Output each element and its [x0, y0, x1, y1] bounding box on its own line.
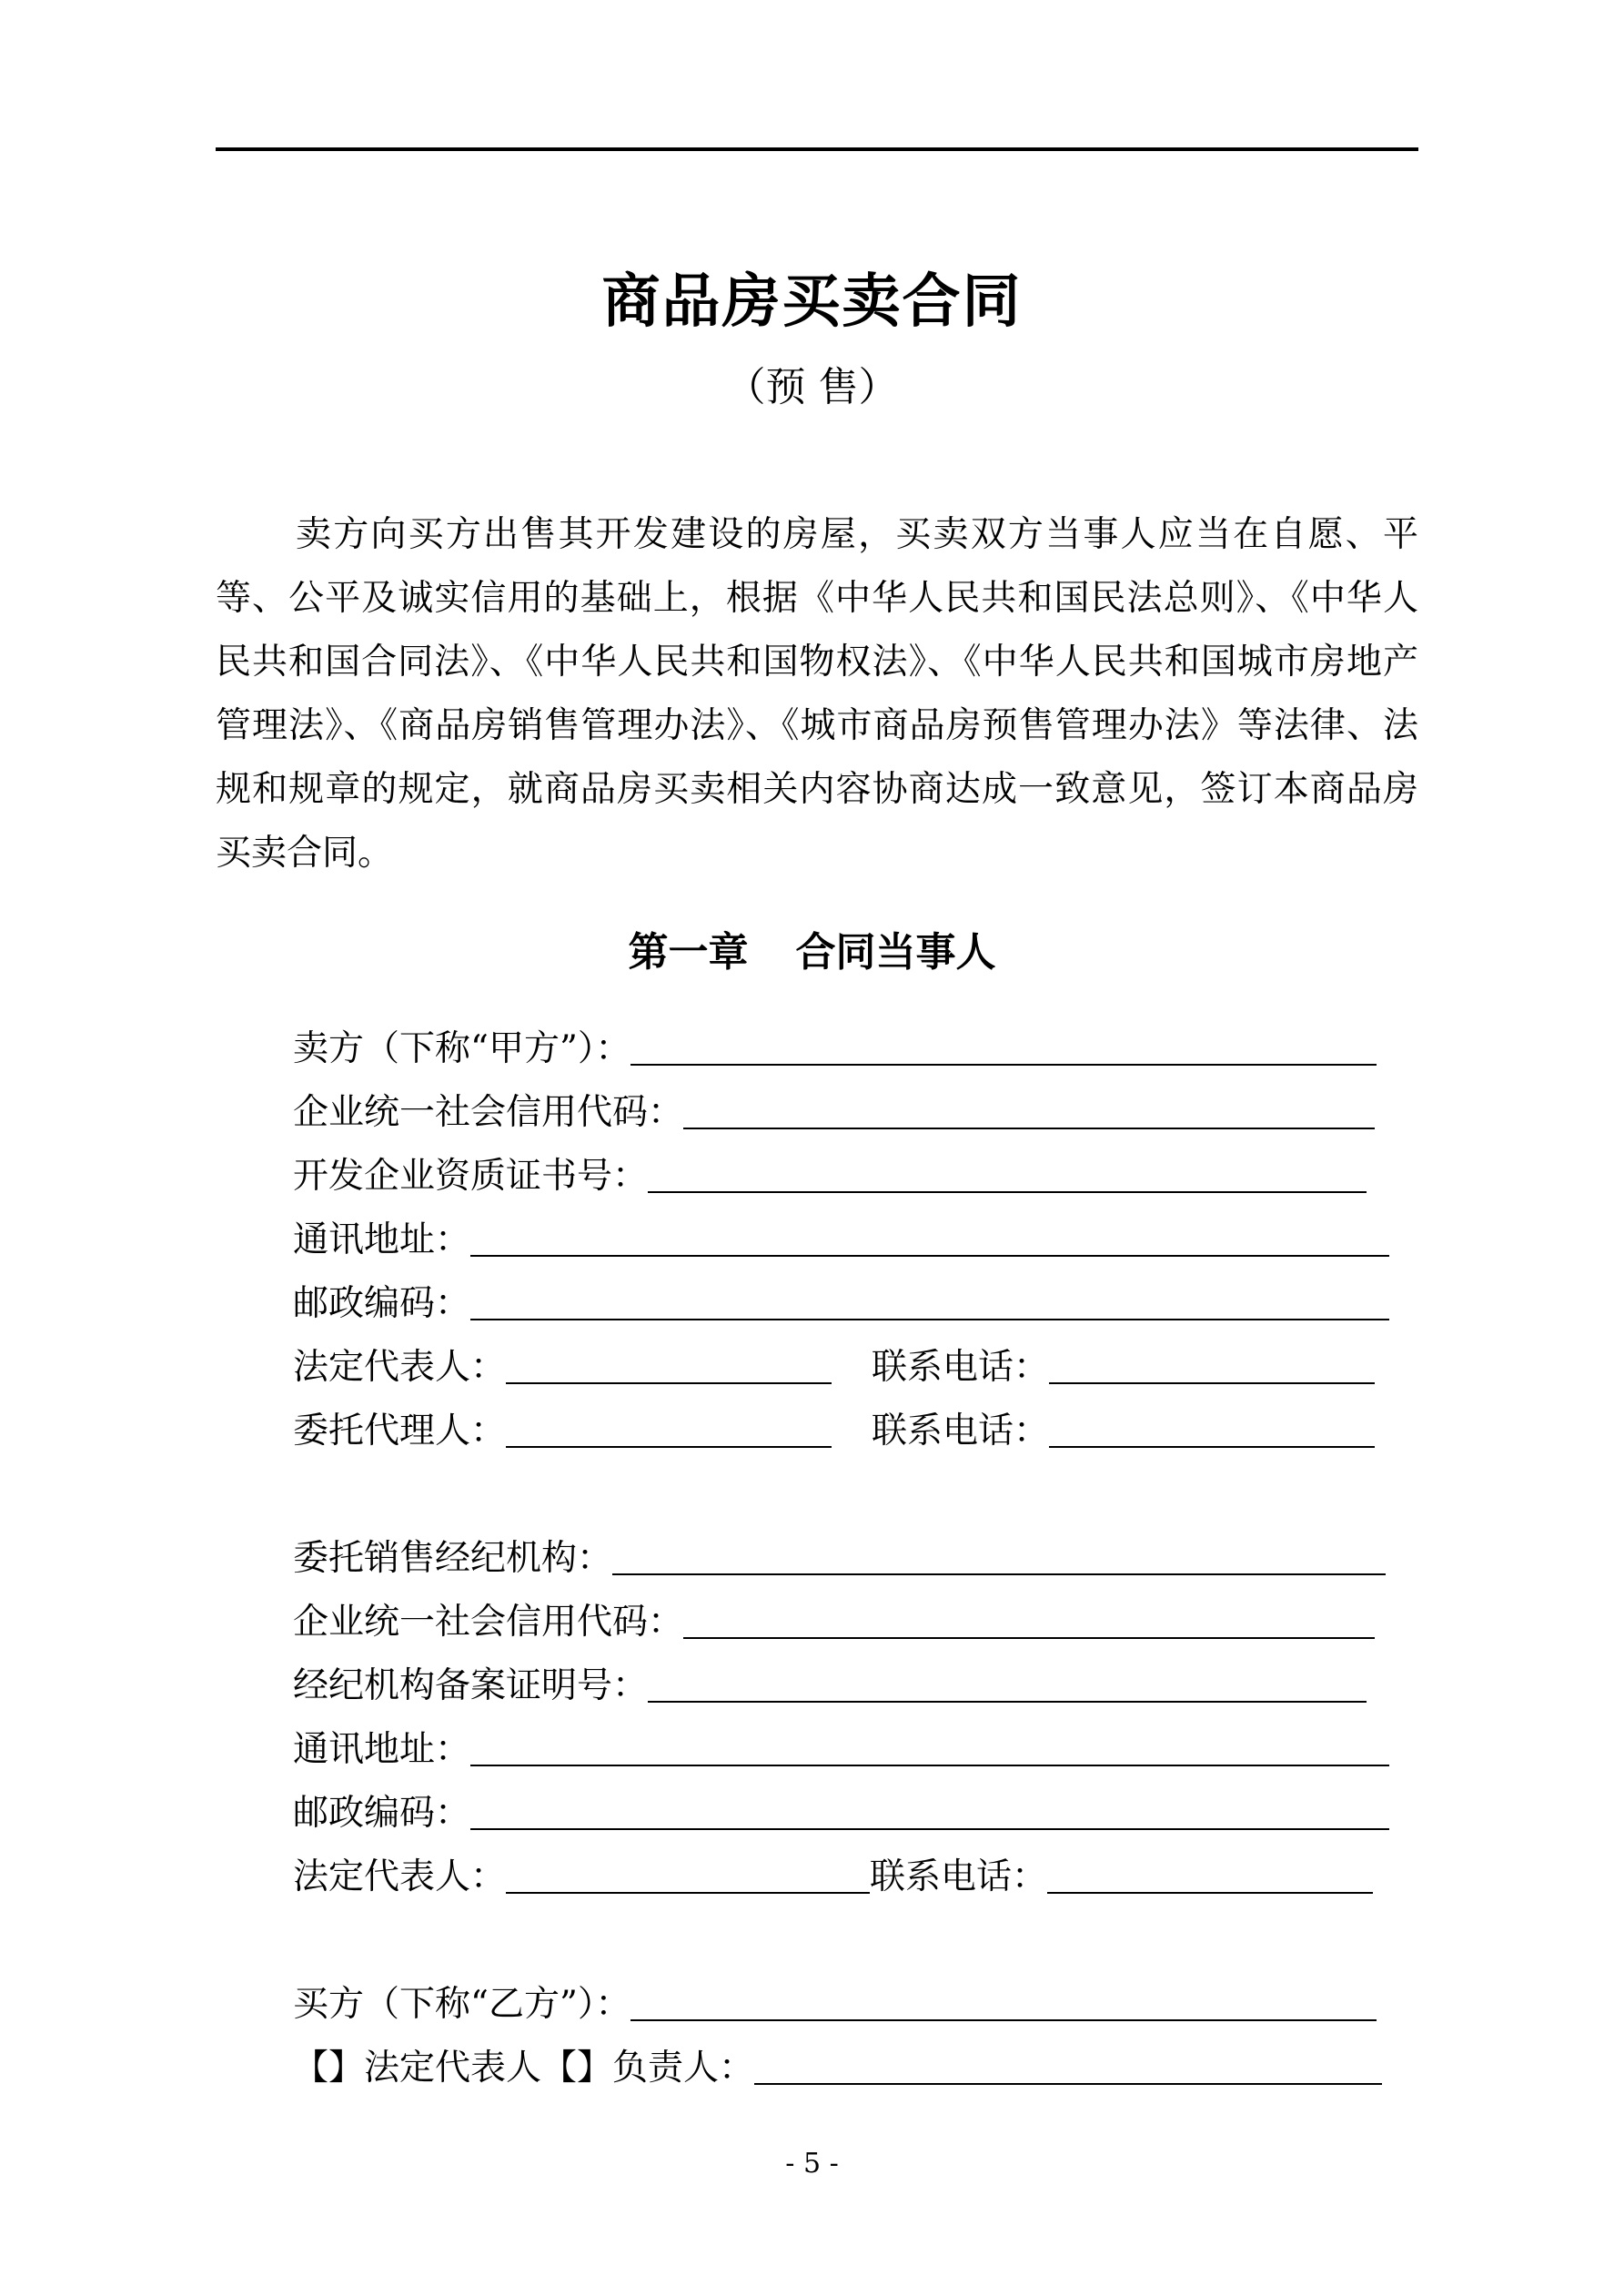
chapter-number: 第一章 [628, 929, 749, 976]
seller-name-row [293, 1025, 1377, 1074]
seller-qualification-field[interactable] [648, 1191, 1367, 1193]
buyer-rep-label: 【】法定代表人【】负责人： [293, 2048, 755, 2089]
seller-qualification-label: 开发企业资质证书号： [293, 1156, 649, 1197]
document-subtitle: （预 售） [725, 364, 899, 410]
broker-name-row [293, 1534, 1386, 1583]
seller-legal-rep-phone-field[interactable] [1049, 1382, 1375, 1384]
buyer-name-row [293, 1980, 1377, 2029]
seller-legal-rep-phone-label: 联系电话： [872, 1347, 1050, 1388]
broker-phone-field[interactable] [1047, 1892, 1373, 1894]
seller-qualification-row [293, 1152, 1367, 1201]
chapter-title: 合同当事人 [795, 929, 996, 976]
seller-credit-code-field[interactable] [683, 1128, 1375, 1129]
broker-legal-rep-field[interactable] [506, 1892, 870, 1894]
broker-phone-label: 联系电话： [870, 1856, 1048, 1897]
broker-filing-row [293, 1662, 1367, 1711]
seller-agent-row [293, 1407, 1375, 1456]
broker-legal-rep-row [293, 1853, 1373, 1902]
seller-legal-rep-field[interactable] [506, 1382, 832, 1384]
seller-postcode-row [293, 1279, 1389, 1329]
seller-agent-field[interactable] [506, 1446, 832, 1448]
broker-address-label: 通讯地址： [293, 1729, 471, 1770]
header-rule [216, 147, 1418, 151]
seller-name-field[interactable] [630, 1064, 1377, 1066]
page-number: - 5 - [785, 2148, 839, 2180]
chapter-heading [0, 921, 1624, 985]
broker-postcode-row [293, 1789, 1389, 1838]
seller-credit-code-label: 企业统一社会信用代码： [293, 1092, 684, 1133]
broker-filing-field[interactable] [648, 1701, 1367, 1703]
seller-legal-rep-row [293, 1343, 1375, 1392]
broker-legal-rep-label: 法定代表人： [293, 1856, 507, 1897]
buyer-rep-field[interactable] [754, 2083, 1382, 2085]
broker-postcode-label: 邮政编码： [293, 1793, 471, 1834]
seller-legal-rep-label: 法定代表人： [293, 1347, 507, 1388]
broker-address-row [293, 1725, 1389, 1775]
seller-agent-phone-field[interactable] [1049, 1446, 1375, 1448]
seller-address-field[interactable] [470, 1255, 1389, 1257]
broker-credit-code-field[interactable] [683, 1637, 1375, 1639]
broker-credit-code-row [293, 1598, 1375, 1647]
preamble-paragraph: 卖方向买方出售其开发建设的房屋，买卖双方当事人应当在自愿、平等、公平及诚实信用的基础上，根据《中华人民共和国民法总则》、《中华人民共和国合同法》、《中华人民共和国物权法》、《中华人民共和国城市房地产管理法》、《商品房销售管理办法》、《城市商品房预售管理办法》等法律、法规和规章的规定，就商品房买卖相关内容协商达成一致意见，签订本商品房买卖合同。 [216, 514, 1418, 874]
broker-address-field[interactable] [470, 1765, 1389, 1766]
seller-postcode-label: 邮政编码： [293, 1283, 471, 1324]
seller-address-row [293, 1216, 1389, 1265]
broker-filing-label: 经纪机构备案证明号： [293, 1665, 649, 1706]
seller-name-label: 卖方（下称“甲方”）： [293, 1028, 631, 1069]
buyer-name-label: 买方（下称“乙方”）： [293, 1984, 631, 2025]
buyer-rep-row [293, 2044, 1382, 2093]
broker-postcode-field[interactable] [470, 1828, 1389, 1830]
document-title: 商品房买卖合同 [601, 268, 1023, 336]
broker-name-label: 委托销售经纪机构： [293, 1538, 613, 1579]
seller-address-label: 通讯地址： [293, 1219, 471, 1260]
broker-name-field[interactable] [612, 1573, 1386, 1575]
broker-credit-code-label: 企业统一社会信用代码： [293, 1602, 684, 1643]
seller-agent-label: 委托代理人： [293, 1411, 507, 1451]
seller-postcode-field[interactable] [470, 1319, 1389, 1320]
seller-credit-code-row [293, 1088, 1375, 1138]
buyer-name-field[interactable] [630, 2019, 1377, 2021]
seller-agent-phone-label: 联系电话： [872, 1411, 1050, 1451]
